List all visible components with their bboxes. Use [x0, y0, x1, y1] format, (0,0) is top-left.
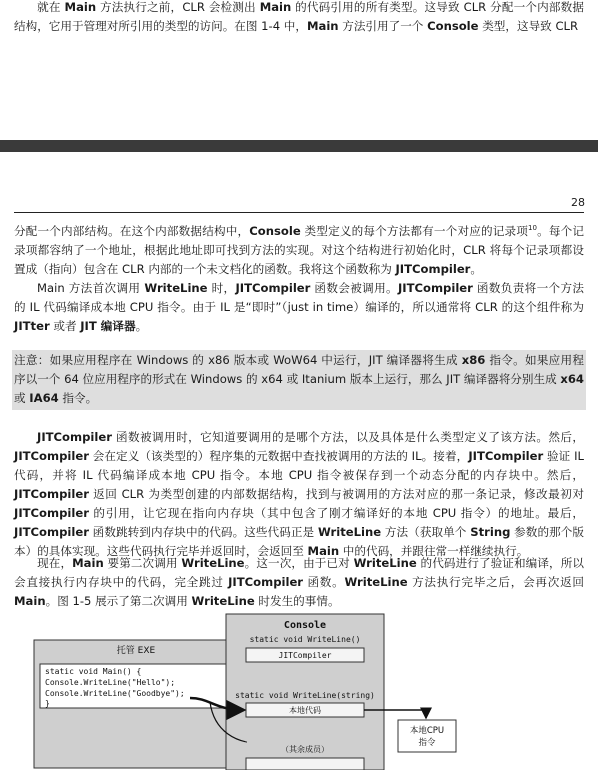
managed-exe-title: 托管 EXE — [116, 646, 156, 656]
header-rule — [14, 212, 584, 213]
figure-diagram — [0, 610, 598, 770]
code-line-4: } — [45, 699, 50, 708]
other-members-box — [246, 758, 364, 770]
footnote-ref: 10 — [528, 224, 537, 233]
code-line-2: Console.WriteLine("Hello"); — [45, 678, 176, 687]
method-writeline-noargs: static void WriteLine() — [249, 635, 361, 644]
native-code-label: 本地代码 — [289, 706, 321, 715]
other-members-label: （其余成员） — [281, 745, 329, 754]
paragraph-3: JITCompiler 函数被调用时，它知道要调用的是哪个方法，以及具体是什么类型定义了该方法。然后，JITCompiler 会在定义（该类型的）程序集的元数据中查找被调用的方法的 IL。接着，JITCompiler 验证 IL 代码，并将 IL 代码编译成本地 CPU 指令。本地 CPU 指令被保存到一个动态分配的内存块中。然后，JITCompiler 返回 CLR 为类型创建的内部数据结构，找到与被调用的方法对应的那一条记录，修改最初对 JITCompiler 的引用，让它现在指向内存块（其中包含了刚才编译好的本地 CPU 指令）的地址。最后，JITCompiler 函数跳转到内存块中的代码。这些代码正是 WriteLine 方法（获取单个 String 参数的那个版本）的具体实现。这些代码执行完毕并返回时，会返回至 Main 中的代码，并跟往常一样继续执行。 — [14, 430, 585, 558]
console-title: Console — [283, 620, 327, 631]
native-cpu-line1: 本地CPU — [409, 726, 445, 736]
paragraph-2: Main 方法首次调用 WriteLine 时，JITCompiler 函数会被调用。JITCompiler 函数负责将一个方法的 IL 代码编译成本地 CPU 指令。由于 IL 是“即时”（just in time）编译的，所以通常将 CLR 的这个组件称为 JITter 或者 JIT 编译器。 — [14, 281, 585, 333]
method-writeline-string: static void WriteLine(string) — [235, 691, 375, 700]
jitcompiler-label: JITCompiler — [278, 651, 332, 660]
page-separator — [0, 140, 598, 152]
current-page — [0, 152, 598, 768]
code-line-3: Console.WriteLine("Goodbye"); — [45, 689, 185, 698]
code-line-1: static void Main() { — [45, 667, 142, 676]
native-cpu-line2: 指令 — [418, 738, 436, 748]
page-number: 28 — [571, 196, 585, 209]
figure-1-5 — [0, 610, 598, 770]
previous-page — [0, 0, 598, 140]
paragraph-continuation: 就在 Main 方法执行之前，CLR 会检测出 Main 的代码引用的所有类型。这导致 CLR 分配一个内部数据结构，它用于管理对所引用的类型的访问。在图 1-4 中，Main 方法引用了一个 Console 类型，这导致 CLR — [14, 0, 585, 33]
note-box — [12, 350, 586, 410]
paragraph-4: 现在，Main 要第二次调用 WriteLine。这一次，由于已对 WriteLine 的代码进行了验证和编译，所以会直接执行内存块中的代码，完全跳过 JITCompiler 函数。WriteLine 方法执行完毕之后，会再次返回 Main。图 1-5 展示了第二次调用 WriteLine 时发生的事情。 — [14, 556, 585, 608]
note-text: 注意：如果应用程序在 Windows 的 x86 版本或 WoW64 中运行，JIT 编译器将生成 x86 指令。如果应用程序以一个 64 位应用程序的形式在 Windows 的 x64 或 Itanium 版本上运行，那么 JIT 编译器将分别生成 x64 或 IA64 指令。 — [14, 353, 584, 405]
paragraph-1: 分配一个内部结构。在这个内部数据结构中，Console 类型定义的每个方法都有一个对应的记录项$^{10}$。每个记录项都容纳了一个地址，根据此地址即可找到方法的实现。对这个结构进行初始化时，CLR 将每个记录项都设置成（指向）包含在 CLR 内部的一个未文档化的函数。我将这个函数称为 JITCompiler。 — [14, 224, 584, 276]
